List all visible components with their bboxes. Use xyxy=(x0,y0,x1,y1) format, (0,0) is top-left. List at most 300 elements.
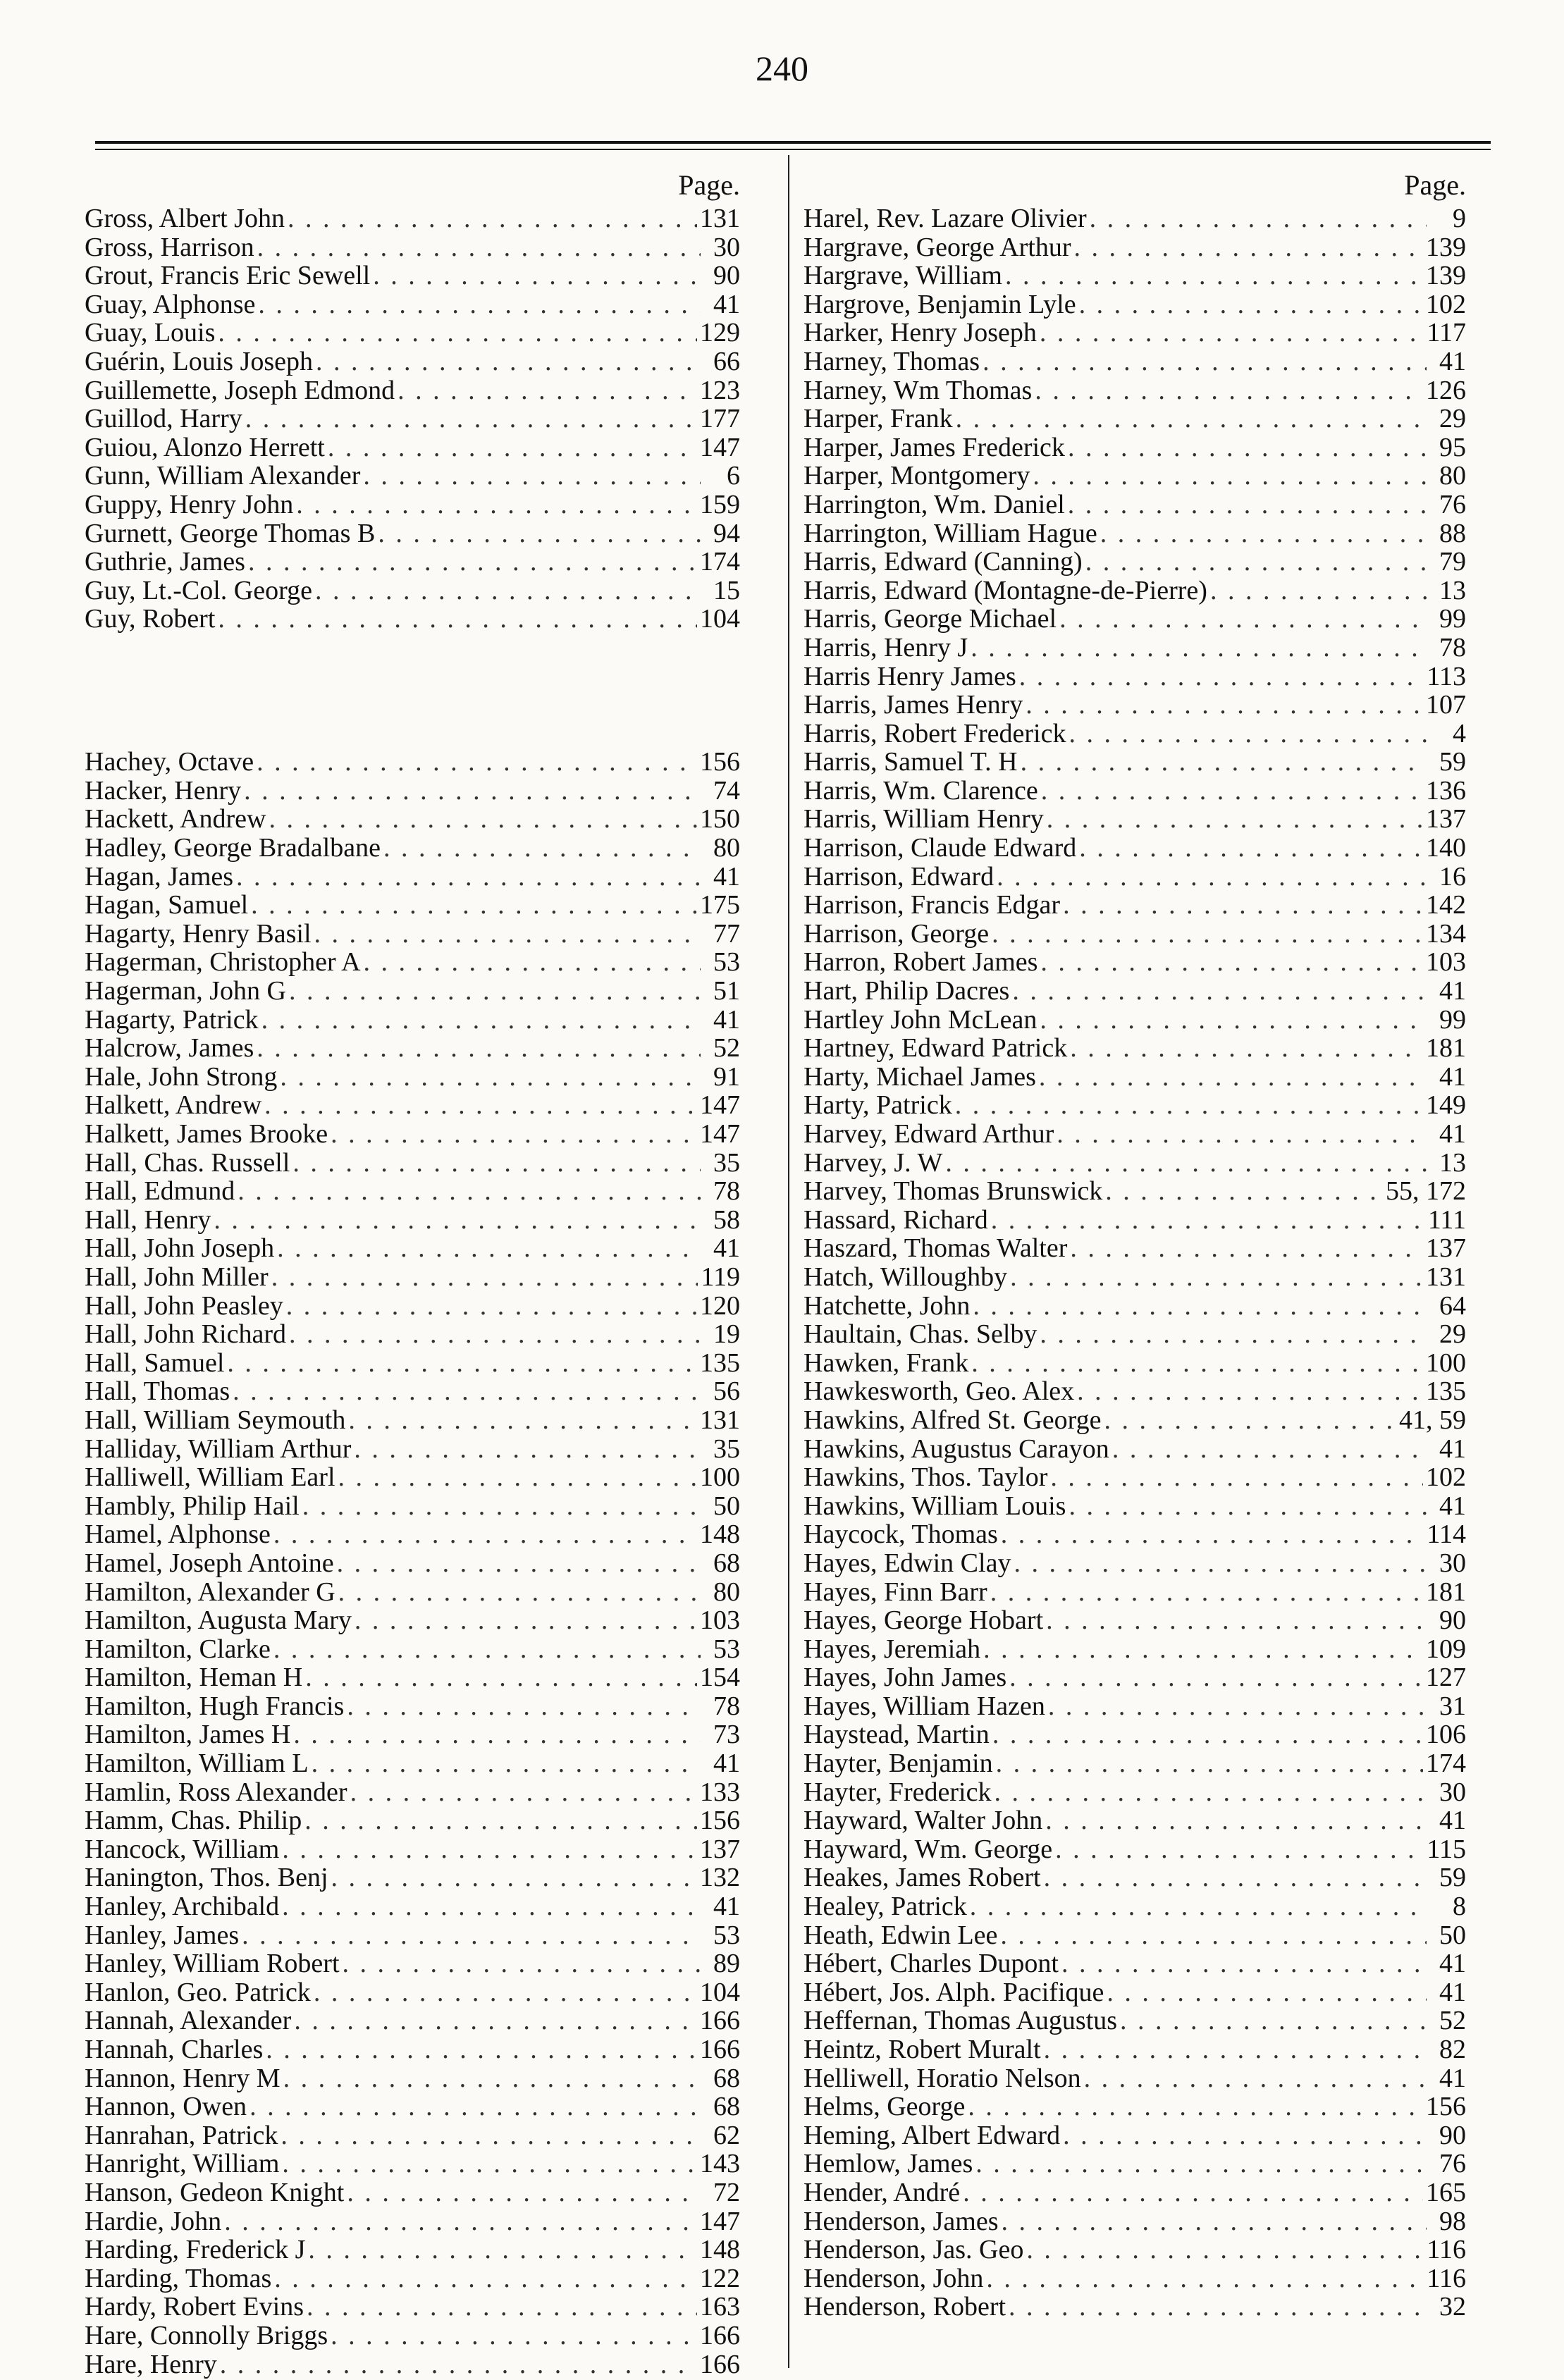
top-rule-thin xyxy=(95,149,1491,150)
entry-name: Hamlin, Ross Alexander xyxy=(85,1777,347,1807)
entry-page: 135 xyxy=(1426,1376,1466,1407)
index-entry xyxy=(85,1206,740,1235)
entry-page: 66 xyxy=(713,346,740,376)
dot-leader xyxy=(257,1034,701,1063)
entry-page: 175 xyxy=(700,890,740,920)
entry-name: Hamilton, Clarke xyxy=(85,1634,271,1664)
entry-page: 166 xyxy=(700,2349,740,2379)
entry-name: Hadley, George Bradalbane xyxy=(85,833,381,863)
index-entry xyxy=(803,462,1466,491)
index-entry xyxy=(803,920,1466,949)
dot-leader xyxy=(294,2006,697,2035)
index-entry xyxy=(803,2150,1466,2178)
entry-name: Guay, Alphonse xyxy=(85,289,256,319)
entry-page: 150 xyxy=(700,804,740,834)
entry-page: 90 xyxy=(1439,2120,1466,2150)
entry-page: 174 xyxy=(1426,1749,1466,1779)
entry-name: Harker, Henry Joseph xyxy=(803,318,1037,348)
entry-page: 6 xyxy=(727,461,740,491)
entry-name: Hagarty, Patrick xyxy=(85,1004,259,1035)
dot-leader xyxy=(236,863,701,892)
entry-name: Harper, Montgomery xyxy=(803,461,1030,491)
entry-page: 30 xyxy=(713,232,740,262)
index-entry xyxy=(85,319,740,347)
entry-page: 137 xyxy=(1426,804,1466,834)
index-entry xyxy=(803,1406,1466,1435)
dot-leader xyxy=(1210,576,1427,605)
entry-page: 41 xyxy=(1439,1806,1466,1836)
index-entry xyxy=(803,1006,1466,1035)
entry-name: Hayter, Benjamin xyxy=(803,1749,993,1779)
entry-page: 106 xyxy=(1426,1720,1466,1750)
entry-page: 53 xyxy=(713,947,740,978)
entry-name: Harvey, Thomas Brunswick xyxy=(803,1176,1103,1207)
dot-leader xyxy=(302,1492,701,1521)
index-entry xyxy=(85,834,740,863)
entry-page: 82 xyxy=(1439,2035,1466,2064)
entry-name: Hall, Chas. Russell xyxy=(85,1147,290,1178)
dot-leader xyxy=(970,1892,1427,1921)
entry-page: 154 xyxy=(700,1663,740,1693)
entry-page: 8 xyxy=(1453,1892,1466,1922)
entry-name: Harrison, Francis Edgar xyxy=(803,890,1061,920)
dot-leader xyxy=(398,376,697,405)
index-entry xyxy=(803,2064,1466,2093)
entry-name: Harris, Robert Frederick xyxy=(803,718,1066,748)
index-entry xyxy=(803,1949,1466,1978)
entry-name: Hall, John Miller xyxy=(85,1262,269,1292)
dot-leader xyxy=(963,2178,1423,2207)
dot-leader xyxy=(997,863,1427,892)
entry-page: 181 xyxy=(1426,1033,1466,1063)
entry-name: Hawkins, Augustus Carayon xyxy=(803,1433,1109,1464)
entry-name: Halcrow, James xyxy=(85,1033,254,1063)
index-entry xyxy=(803,1120,1466,1149)
index-entry xyxy=(85,2064,740,2093)
index-entry xyxy=(803,290,1466,319)
index-entry xyxy=(85,2092,740,2121)
index-entry xyxy=(85,748,740,777)
entry-name: Haystead, Martin xyxy=(803,1720,990,1750)
dot-leader xyxy=(337,1549,701,1578)
entry-name: Hawkins, William Louis xyxy=(803,1491,1066,1521)
index-entry xyxy=(803,1921,1466,1950)
dot-leader xyxy=(996,1749,1423,1778)
index-entry xyxy=(803,319,1466,347)
dot-leader xyxy=(1061,1949,1427,1978)
entry-name: Harding, Frederick J xyxy=(85,2235,306,2265)
dot-leader xyxy=(354,1435,701,1464)
entry-page: 15 xyxy=(713,575,740,605)
index-entry xyxy=(85,2178,740,2207)
index-entry xyxy=(85,805,740,834)
section-gap xyxy=(85,634,740,748)
dot-leader xyxy=(1104,1406,1396,1435)
entry-page: 116 xyxy=(1427,2263,1466,2293)
dot-leader xyxy=(218,605,697,634)
dot-leader xyxy=(991,1206,1425,1235)
dot-leader xyxy=(1048,1692,1427,1721)
dot-leader xyxy=(1044,2035,1427,2064)
entry-name: Hannon, Owen xyxy=(85,2092,247,2122)
index-entry xyxy=(85,548,740,576)
index-entry xyxy=(85,1863,740,1892)
entry-name: Harris, Wm. Clarence xyxy=(803,775,1038,806)
dot-leader xyxy=(312,1749,701,1778)
index-entry xyxy=(803,347,1466,376)
dot-leader xyxy=(1070,1234,1423,1263)
entry-page: 116 xyxy=(1427,2235,1466,2265)
index-entry xyxy=(803,2035,1466,2064)
dot-leader xyxy=(227,1349,697,1378)
entry-page: 55, 172 xyxy=(1386,1176,1466,1207)
index-entry xyxy=(85,2293,740,2322)
entry-name: Hamilton, James H xyxy=(85,1720,291,1750)
dot-leader xyxy=(983,347,1427,376)
index-entry xyxy=(85,777,740,806)
entry-name: Hayes, Jeremiah xyxy=(803,1634,981,1664)
entry-name: Harty, Patrick xyxy=(803,1090,952,1121)
index-entry xyxy=(85,462,740,491)
entry-name: Hawken, Frank xyxy=(803,1348,969,1378)
entry-page: 117 xyxy=(1427,318,1466,348)
dot-leader xyxy=(1057,1120,1427,1149)
left-page-header: Page. xyxy=(678,169,740,201)
entry-page: 143 xyxy=(700,2149,740,2179)
entry-page: 109 xyxy=(1426,1634,1466,1664)
dot-leader xyxy=(1085,548,1427,576)
dot-leader xyxy=(992,920,1423,949)
index-entry xyxy=(803,834,1466,863)
entry-name: Hayes, George Hobart xyxy=(803,1605,1044,1636)
dot-leader xyxy=(1050,1463,1423,1492)
entry-page: 89 xyxy=(713,1949,740,1979)
entry-name: Hagarty, Henry Basil xyxy=(85,918,312,949)
entry-page: 139 xyxy=(1426,232,1466,262)
entry-page: 41 xyxy=(713,1749,740,1779)
entry-page: 59 xyxy=(1439,747,1466,777)
entry-page: 100 xyxy=(700,1462,740,1493)
entry-page: 142 xyxy=(1426,890,1466,920)
dot-leader xyxy=(251,891,697,920)
entry-page: 113 xyxy=(1427,661,1466,691)
entry-name: Harris, William Henry xyxy=(803,804,1044,834)
index-entry xyxy=(85,891,740,920)
index-entry xyxy=(85,1006,740,1035)
index-entry xyxy=(803,1806,1466,1835)
index-entry xyxy=(803,1377,1466,1406)
dot-leader xyxy=(378,519,701,548)
index-entry xyxy=(803,2092,1466,2121)
entry-name: Hagerman, Christopher A xyxy=(85,947,361,978)
entry-page: 41 xyxy=(1439,1433,1466,1464)
dot-leader xyxy=(1044,1863,1427,1892)
entry-name: Guay, Louis xyxy=(85,318,216,348)
dot-leader xyxy=(328,433,697,462)
index-entry xyxy=(85,1978,740,2007)
index-entry xyxy=(85,977,740,1006)
dot-leader xyxy=(280,1063,701,1092)
entry-name: Henderson, Robert xyxy=(803,2292,1006,2322)
dot-leader xyxy=(1039,1063,1427,1092)
index-entry xyxy=(85,433,740,462)
entry-name: Hamilton, Alexander G xyxy=(85,1577,335,1607)
entry-page: 94 xyxy=(713,518,740,548)
entry-name: Guérin, Louis Joseph xyxy=(85,346,314,376)
index-entry xyxy=(803,1435,1466,1464)
dot-leader xyxy=(1014,1549,1427,1578)
index-entry xyxy=(803,1091,1466,1120)
index-entry xyxy=(803,805,1466,834)
entry-page: 137 xyxy=(1426,1233,1466,1264)
dot-leader xyxy=(1033,462,1427,491)
dot-leader xyxy=(1009,2293,1427,2322)
dot-leader xyxy=(304,1806,697,1835)
entry-name: Hargrave, George Arthur xyxy=(803,232,1071,262)
dot-leader xyxy=(347,1692,701,1721)
entry-name: Hannah, Charles xyxy=(85,2035,264,2065)
dot-leader xyxy=(273,1635,701,1664)
dot-leader xyxy=(971,634,1427,662)
dot-leader xyxy=(1005,261,1423,290)
dot-leader xyxy=(331,1863,697,1892)
entry-name: Hamilton, Augusta Mary xyxy=(85,1605,352,1636)
entry-page: 30 xyxy=(1439,1777,1466,1807)
dot-leader xyxy=(1026,691,1423,720)
entry-page: 78 xyxy=(713,1691,740,1721)
entry-page: 100 xyxy=(1426,1348,1466,1378)
dot-leader xyxy=(1090,204,1427,233)
entry-name: Gross, Albert John xyxy=(85,204,285,233)
dot-leader xyxy=(973,1292,1427,1321)
index-entry xyxy=(803,1520,1466,1549)
entry-page: 80 xyxy=(713,833,740,863)
dot-leader xyxy=(1021,748,1427,777)
index-entry xyxy=(85,1406,740,1435)
entry-page: 131 xyxy=(700,1405,740,1435)
index-entry xyxy=(803,2178,1466,2207)
index-entry xyxy=(803,1578,1466,1607)
entry-name: Hanright, William xyxy=(85,2149,280,2179)
entry-page: 13 xyxy=(1439,575,1466,605)
entry-page: 126 xyxy=(1426,375,1466,405)
index-entry xyxy=(85,405,740,433)
index-entry xyxy=(803,777,1466,806)
index-entry xyxy=(85,2121,740,2150)
dot-leader xyxy=(1001,1520,1424,1549)
index-entry xyxy=(85,1835,740,1864)
dot-leader xyxy=(308,2236,697,2264)
entry-page: 149 xyxy=(1426,1090,1466,1121)
index-entry xyxy=(803,1549,1466,1578)
entry-page: 64 xyxy=(1439,1290,1466,1321)
entry-name: Hare, Henry xyxy=(85,2349,217,2379)
entry-page: 78 xyxy=(1439,632,1466,662)
entry-name: Hare, Connolly Briggs xyxy=(85,2320,328,2350)
entry-page: 41 xyxy=(1439,976,1466,1006)
index-entry xyxy=(85,1435,740,1464)
dot-leader xyxy=(288,204,697,233)
entry-name: Hambly, Philip Hail xyxy=(85,1491,300,1521)
index-entry xyxy=(85,605,740,634)
index-entry xyxy=(803,748,1466,777)
dot-leader xyxy=(1079,834,1423,863)
dot-leader xyxy=(355,1606,697,1635)
dot-leader xyxy=(282,1835,697,1864)
index-entry xyxy=(85,1177,740,1206)
dot-leader xyxy=(1084,2064,1427,2093)
index-entry xyxy=(85,1091,740,1120)
entry-page: 68 xyxy=(713,2063,740,2093)
entry-page: 90 xyxy=(1439,1605,1466,1636)
entry-name: Harrington, William Hague xyxy=(803,518,1097,548)
entry-name: Hannah, Alexander xyxy=(85,2006,292,2036)
index-entry xyxy=(85,1034,740,1063)
entry-name: Henderson, John xyxy=(803,2263,984,2293)
entry-page: 135 xyxy=(700,1348,740,1378)
entry-name: Harvey, Edward Arthur xyxy=(803,1119,1054,1149)
entry-name: Harney, Thomas xyxy=(803,346,980,376)
entry-name: Hale, John Strong xyxy=(85,1061,278,1092)
index-entry xyxy=(803,891,1466,920)
index-entry xyxy=(85,1720,740,1749)
dot-leader xyxy=(1059,605,1427,634)
index-entry xyxy=(85,1120,740,1149)
entry-page: 133 xyxy=(700,1777,740,1807)
index-entry xyxy=(803,977,1466,1006)
dot-leader xyxy=(261,1006,701,1035)
entry-page: 103 xyxy=(1426,947,1466,978)
entry-page: 174 xyxy=(700,547,740,577)
dot-leader xyxy=(1069,720,1427,748)
dot-leader xyxy=(1009,1663,1423,1692)
entry-name: Gross, Harrison xyxy=(85,232,254,262)
entry-page: 29 xyxy=(1439,404,1466,434)
entry-name: Hall, William Seymouth xyxy=(85,1405,346,1435)
entry-name: Hanson, Gedeon Knight xyxy=(85,2177,345,2207)
entry-name: Hayes, John James xyxy=(803,1663,1007,1693)
entry-page: 134 xyxy=(1426,918,1466,949)
dot-leader xyxy=(282,1892,701,1921)
index-entry xyxy=(803,1749,1466,1778)
entry-page: 132 xyxy=(700,1863,740,1893)
dot-leader xyxy=(1040,319,1424,347)
column-divider xyxy=(788,155,789,2368)
entry-page: 35 xyxy=(713,1147,740,1178)
dot-leader xyxy=(296,491,697,519)
entry-page: 136 xyxy=(1426,775,1466,806)
index-entry xyxy=(803,376,1466,405)
entry-name: Healey, Patrick xyxy=(803,1892,967,1922)
entry-page: 31 xyxy=(1439,1691,1466,1721)
entry-page: 111 xyxy=(1427,1204,1466,1235)
dot-leader xyxy=(282,2150,697,2178)
dot-leader xyxy=(1047,805,1423,834)
index-entry xyxy=(803,2207,1466,2236)
index-entry xyxy=(85,1749,740,1778)
dot-leader xyxy=(1120,2006,1427,2035)
entry-name: Harty, Michael James xyxy=(803,1061,1036,1092)
entry-name: Helliwell, Horatio Nelson xyxy=(803,2063,1081,2093)
index-entry xyxy=(803,691,1466,720)
index-entry xyxy=(803,491,1466,519)
index-entry xyxy=(85,491,740,519)
dot-leader xyxy=(992,1720,1423,1749)
dot-leader xyxy=(1035,376,1423,405)
entry-page: 41 xyxy=(713,861,740,892)
entry-page: 91 xyxy=(713,1061,740,1092)
index-entry xyxy=(803,1292,1466,1321)
index-entry xyxy=(803,1349,1466,1378)
dot-leader xyxy=(305,1663,697,1692)
entry-name: Gunn, William Alexander xyxy=(85,461,361,491)
dot-leader xyxy=(293,1720,701,1749)
entry-page: 88 xyxy=(1439,518,1466,548)
entry-page: 156 xyxy=(700,1806,740,1836)
entry-page: 122 xyxy=(700,2263,740,2293)
index-entry xyxy=(85,2150,740,2178)
entry-name: Hall, John Richard xyxy=(85,1319,287,1350)
entry-page: 166 xyxy=(700,2320,740,2350)
entry-page: 53 xyxy=(713,1634,740,1664)
entry-name: Haultain, Chas. Selby xyxy=(803,1319,1037,1350)
index-entry xyxy=(85,1892,740,1921)
dot-leader xyxy=(945,1149,1427,1178)
entry-page: 77 xyxy=(713,918,740,949)
index-entry xyxy=(803,1263,1466,1292)
entry-page: 129 xyxy=(700,318,740,348)
index-entry xyxy=(803,2264,1466,2293)
left-group-g xyxy=(85,204,740,634)
index-entry xyxy=(803,204,1466,233)
index-entry xyxy=(803,1492,1466,1521)
index-entry xyxy=(85,1263,740,1292)
entry-name: Hatchette, John xyxy=(803,1290,971,1321)
entry-name: Hamilton, William L xyxy=(85,1749,309,1779)
entry-page: 104 xyxy=(700,1977,740,2007)
entry-name: Heming, Albert Edward xyxy=(803,2120,1061,2150)
entry-page: 131 xyxy=(1426,1262,1466,1292)
dot-leader xyxy=(1041,777,1423,806)
dot-leader xyxy=(233,1377,701,1406)
dot-leader xyxy=(373,261,701,290)
entry-page: 68 xyxy=(713,1548,740,1578)
entry-name: Hanlon, Geo. Patrick xyxy=(85,1977,311,2007)
index-entry xyxy=(803,1778,1466,1807)
index-entry xyxy=(85,1292,740,1321)
entry-page: 98 xyxy=(1439,2206,1466,2236)
entry-page: 41 xyxy=(1439,1061,1466,1092)
dot-leader xyxy=(364,948,701,977)
entry-name: Harper, Frank xyxy=(803,404,953,434)
dot-leader xyxy=(1077,1377,1423,1406)
entry-name: Harrington, Wm. Daniel xyxy=(803,489,1065,519)
dot-leader xyxy=(314,1978,697,2007)
entry-page: 68 xyxy=(713,2092,740,2122)
entry-name: Hanley, Archibald xyxy=(85,1892,280,1922)
dot-leader xyxy=(1068,433,1427,462)
entry-page: 102 xyxy=(1426,289,1466,319)
entry-page: 76 xyxy=(1439,2149,1466,2179)
entry-name: Harding, Thomas xyxy=(85,2263,272,2293)
right-group xyxy=(803,204,1466,2322)
index-entry xyxy=(803,261,1466,290)
entry-page: 41 xyxy=(1439,1977,1466,2007)
entry-page: 76 xyxy=(1439,489,1466,519)
entry-page: 90 xyxy=(713,261,740,291)
entry-page: 103 xyxy=(700,1605,740,1636)
dot-leader xyxy=(218,319,697,347)
